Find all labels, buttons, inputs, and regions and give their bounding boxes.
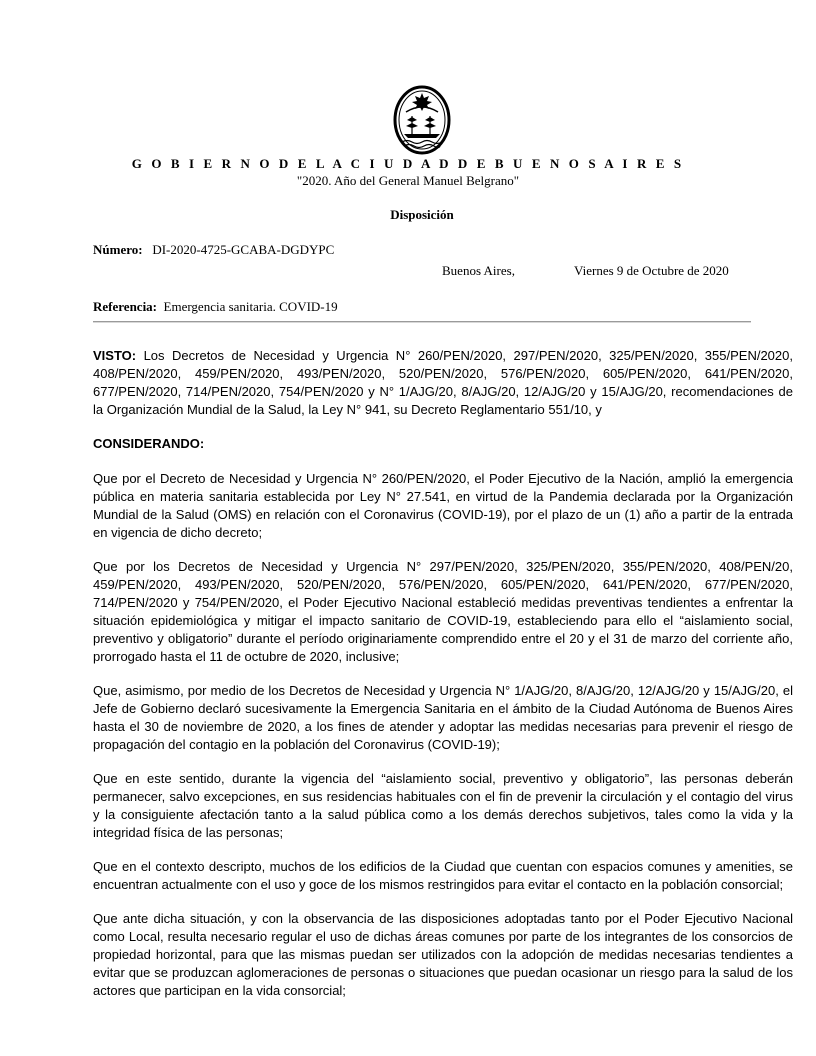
document-number (93, 242, 334, 258)
year-motto: "2020. Año del General Manuel Belgrano" (296, 173, 520, 188)
document-reference (93, 299, 338, 315)
visto-paragraph (93, 347, 793, 419)
place: Buenos Aires, (442, 263, 515, 278)
considerando-paragraph: Que por el Decreto de Necesidad y Urgencia N° 260/PEN/2020, el Poder Ejecutivo de la Nación, amplió la emergencia pública en materia sanitaria establecida por Ley N° 27.541, en virtud de la Pandemia declarada por la Organización Mundial de la Salud (OMS) en relación con el Coronavirus (COVID-19), por el plazo de un (1) año a partir de la entrada en vigencia de dicho decreto; (93, 471, 793, 540)
document-type-title: Disposición (390, 207, 454, 222)
referencia-label: Referencia: (93, 299, 158, 314)
government-header: G O B I E R N O D E L A C I U D A D D E B U E N O S A I R E S (131, 156, 685, 171)
document-date: Viernes 9 de Octubre de 2020 (574, 263, 729, 278)
city-seal-icon (392, 84, 452, 156)
numero-label: Número: (93, 242, 143, 257)
considerando-paragraph: Que en el contexto descripto, muchos de los edificios de la Ciudad que cuentan con espacios comunes y amenities, se encuentran actualmente con el uso y goce de los mismos restringidos para evitar el contacto en la población consorcial; (93, 859, 793, 892)
considerando-heading: CONSIDERANDO: (93, 436, 205, 451)
header-divider (93, 321, 751, 322)
considerando-paragraph: Que, asimismo, por medio de los Decretos de Necesidad y Urgencia N° 1/AJG/20, 8/AJG/20, 12/AJG/20 y 15/AJG/20, el Jefe de Gobierno declaró sucesivamente la Emergencia Sanitaria en el ámbito de la Ciudad Autónoma de Buenos Aires hasta el 30 de noviembre de 2020, a los fines de atender y adoptar las medidas necesarias para prevenir el riesgo de propagación del contagio en la población del Coronavirus (COVID-19); (93, 683, 793, 752)
numero-value: DI-2020-4725-GCABA-DGDYPC (152, 242, 335, 257)
considerando-paragraph: Que en este sentido, durante la vigencia del “aislamiento social, preventivo y obligatorio”, las personas deberán permanecer, salvo excepciones, en sus residencias habituales con el fin de prevenir la circulación y el contagio del virus y la consiguiente afectación tanto a la salud pública como a los demás derechos subjetivos, tales como la vida y la integridad física de las personas; (93, 771, 793, 840)
visto-label: VISTO: (93, 348, 137, 363)
visto-text: Los Decretos de Necesidad y Urgencia N° 260/PEN/2020, 297/PEN/2020, 325/PEN/2020, 355/PEN/2020, 408/PEN/2020, 459/PEN/2020, 493/PEN/2020, 520/PEN/2020, 576/PEN/2020, 605/PEN/2020, 641/PEN/2020, 677/PEN/2020, 714/PEN/2020, 754/PEN/2020 y N° 1/AJG/20, 8/AJG/20, 12/AJG/20 y 15/AJG/20, recomendaciones de la Organización Mundial de la Salud, la Ley N° 941, su Decreto Reglamentario 551/10, y (93, 348, 793, 417)
considerando-paragraph: Que por los Decretos de Necesidad y Urgencia N° 297/PEN/2020, 325/PEN/2020, 355/PEN/2020, 408/PEN/20, 459/PEN/2020, 493/PEN/2020, 520/PEN/2020, 576/PEN/2020, 605/PEN/2020, 641/PEN/2020, 677/PEN/2020, 714/PEN/2020 y 754/PEN/2020, el Poder Ejecutivo Nacional estableció medidas preventivas tendientes a enfrentar la situación epidemiológica y mitigar el impacto sanitario de COVID-19, estableciendo para ello el “aislamiento social, preventivo y obligatorio” durante el período originariamente comprendido entre el 20 y el 31 de marzo del corriente año, prorrogado hasta el 11 de octubre de 2020, inclusive; (93, 559, 793, 664)
considerando-paragraph: Que ante dicha situación, y con la observancia de las disposiciones adoptadas tanto por el Poder Ejecutivo Nacional como Local, resulta necesario regular el uso de dichas áreas comunes por parte de los integrantes de los consorcios de propiedad horizontal, para que las mismas puedan ser utilizados con la adopción de medidas necesarias tendientes a evitar que se produzcan aglomeraciones de personas o situaciones que puedan ocasionar un riesgo para la salud de los actores que participan en la vida consorcial; (93, 911, 793, 998)
document-body (93, 347, 793, 1016)
referencia-value: Emergencia sanitaria. COVID-19 (163, 299, 338, 314)
